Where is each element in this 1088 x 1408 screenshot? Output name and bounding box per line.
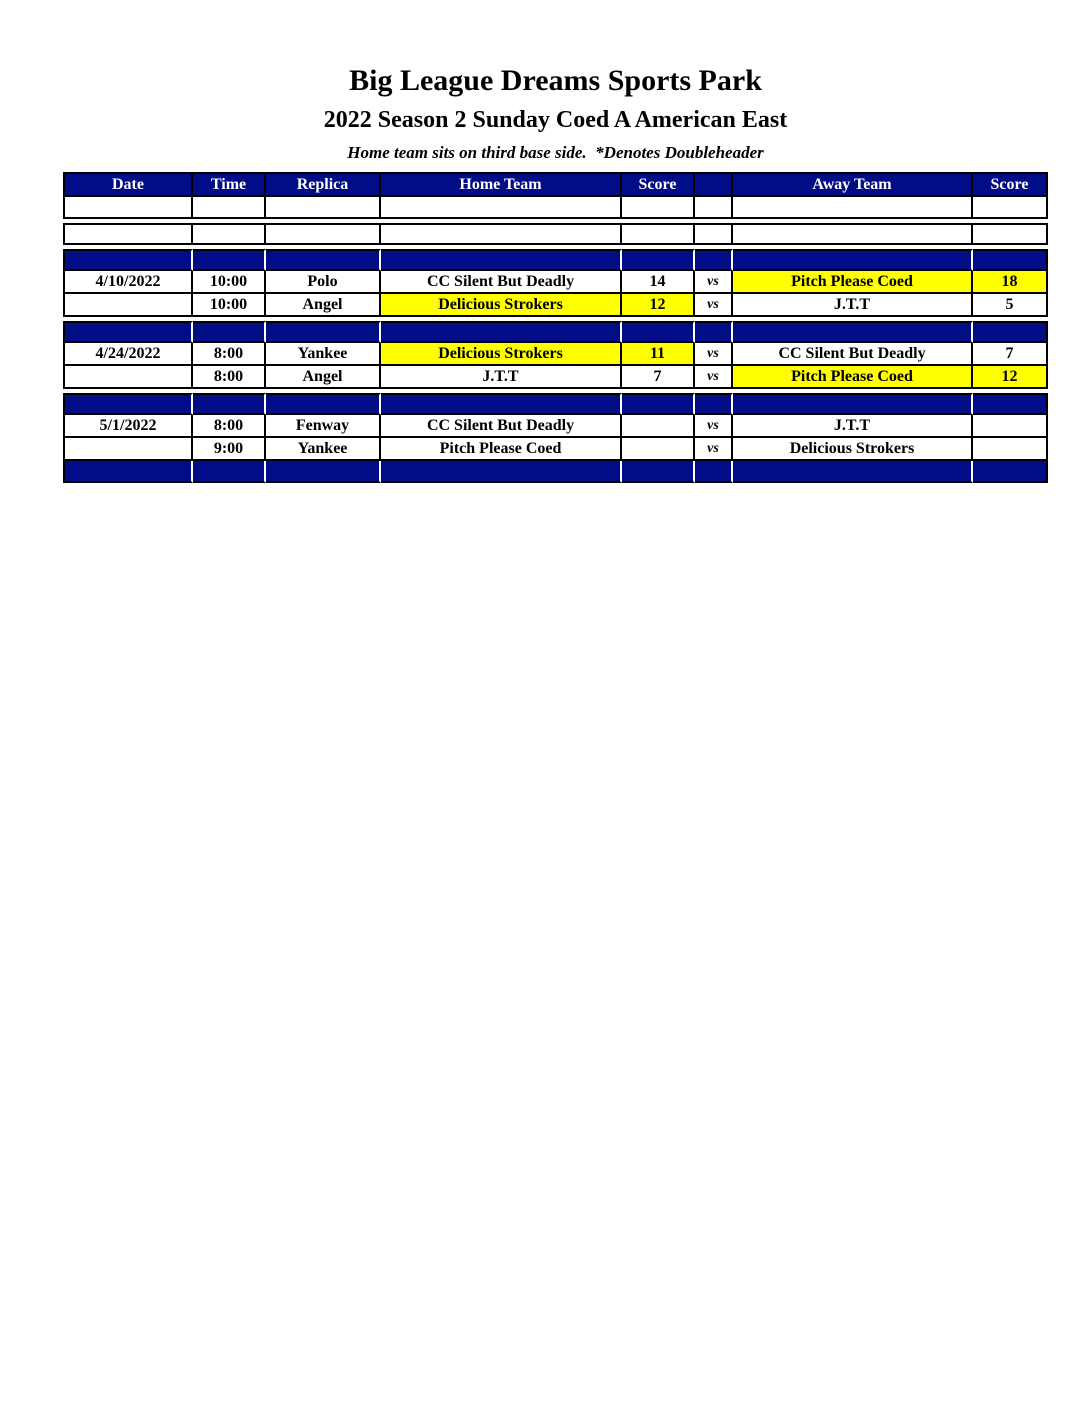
replica-cell: Angel (266, 294, 381, 317)
home-team-cell (381, 197, 622, 219)
date-cell (63, 393, 193, 415)
header-date: Date (63, 172, 193, 197)
time-cell (193, 393, 266, 415)
date-cell: 4/24/2022 (63, 343, 193, 366)
home-score-cell: 11 (622, 343, 695, 366)
away-score-cell (973, 321, 1048, 343)
away-team-cell: Delicious Strokers (733, 438, 973, 461)
replica-cell: Yankee (266, 438, 381, 461)
blank-row (63, 197, 1048, 219)
game-row (63, 294, 1048, 317)
time-cell: 8:00 (193, 366, 266, 389)
replica-cell (266, 249, 381, 271)
game-row (63, 366, 1048, 389)
blank-row (63, 223, 1048, 245)
date-cell (63, 197, 193, 219)
home-score-cell (622, 393, 695, 415)
home-score-cell (622, 461, 695, 483)
vs-cell (695, 461, 733, 483)
away-team-cell: Pitch Please Coed (733, 366, 973, 389)
header-away-score: Score (973, 172, 1048, 197)
time-cell (193, 223, 266, 245)
replica-cell (266, 461, 381, 483)
away-score-cell (973, 438, 1048, 461)
separator-row (63, 249, 1048, 271)
home-team-cell (381, 393, 622, 415)
replica-cell: Polo (266, 271, 381, 294)
home-score-cell: 12 (622, 294, 695, 317)
date-cell (63, 321, 193, 343)
home-team-cell (381, 461, 622, 483)
time-cell (193, 461, 266, 483)
home-score-cell (622, 438, 695, 461)
header-home-team: Home Team (381, 172, 622, 197)
schedule-table-body (63, 197, 1048, 483)
replica-cell (266, 223, 381, 245)
away-team-cell (733, 393, 973, 415)
game-row (63, 438, 1048, 461)
away-score-cell: 12 (973, 366, 1048, 389)
home-score-cell (622, 197, 695, 219)
game-row (63, 343, 1048, 366)
time-cell: 10:00 (193, 271, 266, 294)
separator-row (63, 393, 1048, 415)
away-team-cell (733, 223, 973, 245)
time-cell (193, 321, 266, 343)
date-cell: 5/1/2022 (63, 415, 193, 438)
page-title: Big League Dreams Sports Park (349, 64, 762, 97)
home-score-cell (622, 249, 695, 271)
replica-cell (266, 321, 381, 343)
away-score-cell: 5 (973, 294, 1048, 317)
home-team-cell (381, 249, 622, 271)
date-cell (63, 249, 193, 271)
time-cell (193, 197, 266, 219)
away-score-cell (973, 461, 1048, 483)
home-team-cell (381, 321, 622, 343)
replica-cell: Yankee (266, 343, 381, 366)
game-row (63, 271, 1048, 294)
vs-cell (695, 249, 733, 271)
separator-row (63, 321, 1048, 343)
header-home-score: Score (622, 172, 695, 197)
home-score-cell (622, 223, 695, 245)
replica-cell (266, 393, 381, 415)
vs-cell (695, 197, 733, 219)
home-team-cell: Delicious Strokers (381, 294, 622, 317)
home-team-cell: Delicious Strokers (381, 343, 622, 366)
away-team-cell: Pitch Please Coed (733, 271, 973, 294)
page-subtitle: 2022 Season 2 Sunday Coed A American East (323, 107, 788, 133)
header-away-team: Away Team (733, 172, 973, 197)
away-team-cell: CC Silent But Deadly (733, 343, 973, 366)
vs-cell (695, 393, 733, 415)
away-score-cell (973, 415, 1048, 438)
date-cell (63, 294, 193, 317)
time-cell: 8:00 (193, 343, 266, 366)
schedule-table (63, 172, 1048, 483)
header-time: Time (193, 172, 266, 197)
vs-cell: vs (695, 438, 733, 461)
time-cell: 9:00 (193, 438, 266, 461)
header-row (63, 172, 1048, 197)
away-team-cell (733, 249, 973, 271)
away-team-cell (733, 197, 973, 219)
home-score-cell: 7 (622, 366, 695, 389)
vs-cell: vs (695, 415, 733, 438)
away-score-cell (973, 249, 1048, 271)
away-team-cell: J.T.T (733, 294, 973, 317)
home-team-cell: J.T.T (381, 366, 622, 389)
vs-cell (695, 223, 733, 245)
vs-cell: vs (695, 343, 733, 366)
home-team-cell: CC Silent But Deadly (381, 271, 622, 294)
time-cell: 8:00 (193, 415, 266, 438)
replica-cell: Angel (266, 366, 381, 389)
home-team-cell: CC Silent But Deadly (381, 415, 622, 438)
date-cell (63, 366, 193, 389)
home-team-cell (381, 223, 622, 245)
home-score-cell (622, 321, 695, 343)
away-team-cell (733, 321, 973, 343)
home-score-cell (622, 415, 695, 438)
away-team-cell: J.T.T (733, 415, 973, 438)
time-cell: 10:00 (193, 294, 266, 317)
footer-row (63, 461, 1048, 483)
away-score-cell (973, 393, 1048, 415)
replica-cell (266, 197, 381, 219)
away-team-cell (733, 461, 973, 483)
away-score-cell (973, 197, 1048, 219)
home-score-cell: 14 (622, 271, 695, 294)
schedule-note: Home team sits on third base side. *Denotes Doubleheader (347, 143, 764, 162)
time-cell (193, 249, 266, 271)
date-cell: 4/10/2022 (63, 271, 193, 294)
vs-cell (695, 321, 733, 343)
game-row (63, 415, 1048, 438)
date-cell (63, 438, 193, 461)
vs-cell: vs (695, 366, 733, 389)
replica-cell: Fenway (266, 415, 381, 438)
vs-cell: vs (695, 294, 733, 317)
home-team-cell: Pitch Please Coed (381, 438, 622, 461)
away-score-cell: 7 (973, 343, 1048, 366)
vs-cell: vs (695, 271, 733, 294)
away-score-cell: 18 (973, 271, 1048, 294)
date-cell (63, 461, 193, 483)
header-replica: Replica (266, 172, 381, 197)
header-vs-spacer (695, 172, 733, 197)
away-score-cell (973, 223, 1048, 245)
date-cell (63, 223, 193, 245)
